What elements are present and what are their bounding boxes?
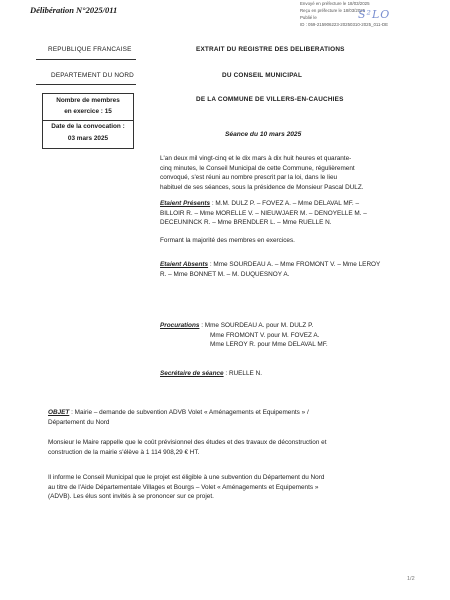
- subsidy-paragraph: [48, 473, 423, 502]
- object-line: : Mairie – demande de subvention ADVB Volet « Aménagements et Equipements » /: [71, 409, 309, 416]
- proxy-line: Mme LEROY R. pour Mme DELAVAL MF.: [210, 341, 328, 349]
- cost-line: construction de la mairie s'élève à 1 114 908,29 € HT.: [48, 448, 200, 456]
- divider: [36, 84, 136, 85]
- absent-section: [160, 260, 418, 279]
- present-line: BILLOIR R. – Mme MORELLE V. – NIEUWJAER M. – DENOYELLE M. –: [160, 209, 367, 217]
- s2lo-signature: S²LO: [358, 8, 391, 21]
- object-line: Département du Nord: [48, 418, 110, 426]
- deliberation-number: Délibération N°2025/011: [30, 5, 118, 15]
- intro-line: habituel de ses séances, sous la présidence de Monsieur Pascal DULZ.: [160, 183, 364, 191]
- subsidy-line: Il informe le Conseil Municipal que le projet est éligible à une subvention du Département du Nord: [48, 474, 325, 481]
- intro-line: L'an deux mil vingt-cinq et le dix mars à dix huit heures et quarante-: [160, 155, 352, 162]
- present-label: Etaient Présents: [160, 200, 211, 207]
- cost-line: Monsieur le Maire rappelle que le coût prévisionnel des études et des travaux de déconstruction et: [48, 439, 327, 446]
- convocation-date: 03 mars 2025: [67, 135, 109, 142]
- secretary-label: Secrétaire de séance: [160, 370, 224, 377]
- stamp-published: Publié le: [300, 15, 317, 20]
- department-label: DEPARTEMENT DU NORD: [51, 72, 134, 79]
- members-value: en exercice : 15: [64, 108, 112, 115]
- divider: [36, 59, 136, 60]
- intro-line: convoqué, s'est réuni au nombre prescrit par la loi, dans le lieu: [160, 174, 338, 182]
- convocation-label: Date de la convocation :: [51, 123, 125, 130]
- intro-line: cinq minutes, le Conseil Municipal de cette Commune, régulièrement: [160, 164, 355, 172]
- session-date: Séance du 10 mars 2025: [225, 131, 302, 138]
- absent-line: R. – Mme BONNET M. – M. DUQUESNOY A.: [160, 270, 290, 278]
- proxies-section: [160, 321, 418, 350]
- cost-paragraph: [48, 438, 423, 457]
- present-section: [160, 199, 418, 228]
- object-section: [48, 408, 423, 427]
- majority-text: Formant la majorité des membres en exercices.: [160, 237, 295, 244]
- stamp-received: Reçu en préfecture le 18/03/2025: [300, 8, 366, 13]
- secretary-section: [160, 369, 262, 379]
- proxies-label: Procurations: [160, 322, 200, 329]
- absent-label: Etaient Absents: [160, 261, 209, 268]
- secretary-name: : RUELLE N.: [225, 370, 262, 377]
- page-number: 1/2: [407, 576, 415, 582]
- object-label: OBJET: [48, 409, 70, 416]
- absent-line: : Mme SOURDEAU A. – Mme FROMONT V. – Mme LEROY: [209, 261, 381, 268]
- present-line: DECEUNINCK R. – Mme BRENDLER L. – Mme RUELLE N.: [160, 219, 332, 227]
- proxy-line: : Mme SOURDEAU A. pour M. DULZ P.: [201, 322, 314, 329]
- info-box: [42, 93, 134, 149]
- present-line: : M.M. DULZ P. – FOVEZ A. – Mme DELAVAL MF. –: [211, 200, 360, 207]
- box-divider: [43, 120, 133, 121]
- stamp-id: ID : 059-215906223-20250310-2025_011-DE: [300, 22, 389, 27]
- republic-label: REPUBLIQUE FRANCAISE: [48, 46, 132, 53]
- proxy-line: Mme FROMONT V. pour M. FOVEZ A.: [210, 331, 320, 339]
- council-title: DU CONSEIL MUNICIPAL: [222, 72, 303, 79]
- stamp-sent: Envoyé en préfecture le 18/03/2025: [300, 1, 370, 6]
- register-title: EXTRAIT DU REGISTRE DES DELIBERATIONS: [196, 46, 345, 53]
- commune-title: DE LA COMMUNE DE VILLERS-EN-CAUCHIES: [196, 96, 344, 103]
- members-label: Nombre de membres: [56, 97, 120, 104]
- subsidy-line: (ADVB). Les élus sont invités à se prononcer sur ce projet.: [48, 493, 214, 501]
- intro-paragraph: [160, 154, 418, 192]
- subsidy-line: au titre de l'Aide Départementale Villages et Bourgs – Volet « Aménagements et Equipements »: [48, 483, 319, 491]
